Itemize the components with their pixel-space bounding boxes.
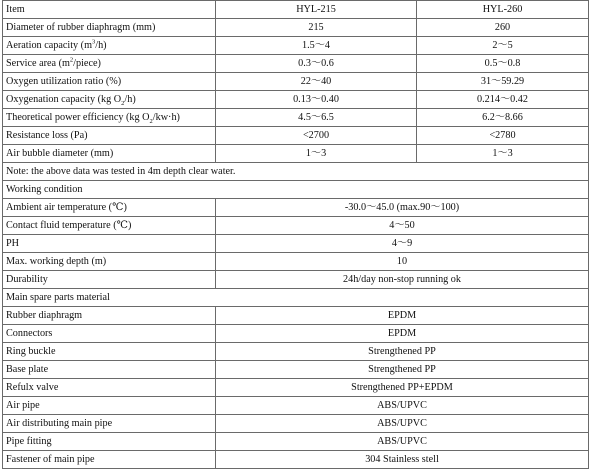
label-subscript: 2	[149, 118, 153, 126]
condition-value: 4～50	[216, 217, 589, 235]
material-row	[3, 433, 589, 451]
spec-value-a: 1.5～4	[216, 37, 417, 55]
header-model-a: HYL-215	[216, 1, 417, 19]
spec-row	[3, 145, 589, 163]
material-label: Base plate	[3, 361, 216, 379]
material-row	[3, 397, 589, 415]
label-text-end: /kw·h)	[152, 112, 180, 123]
material-value: EPDM	[216, 325, 589, 343]
spec-row	[3, 91, 589, 109]
label-superscript: 3	[92, 38, 96, 46]
material-label: Connectors	[3, 325, 216, 343]
header-model-b: HYL-260	[417, 1, 589, 19]
specs-label: Air bubble diameter (mm)	[3, 145, 216, 163]
specs-label: Resistance loss (Pa)	[3, 127, 216, 145]
label-text-end: /h)	[124, 94, 136, 105]
material-label: Fastener of main pipe	[3, 451, 216, 469]
spec-value-a: <2700	[216, 127, 417, 145]
spec-row	[3, 55, 589, 73]
spec-value-a: 0.3～0.6	[216, 55, 417, 73]
material-value: Strengthened PP	[216, 343, 589, 361]
top-edge	[2, 0, 588, 3]
material-value: Strengthened PP+EPDM	[216, 379, 589, 397]
spec-row	[3, 37, 589, 55]
section-row	[3, 289, 589, 307]
condition-row	[3, 253, 589, 271]
spec-value-a: 22～40	[216, 73, 417, 91]
material-value: 304 Stainless stell	[216, 451, 589, 469]
label-text: Oxygenation capacity (kg O	[6, 94, 122, 105]
test-note: Note: the above data was tested in 4m depth clear water.	[3, 163, 589, 181]
label-text: Aeration capacity (m	[6, 40, 92, 51]
spec-row	[3, 73, 589, 91]
label-superscript: 2	[69, 56, 74, 64]
specs-label	[3, 91, 216, 109]
condition-label: Contact fluid temperature (℃)	[3, 217, 216, 235]
spec-row	[3, 127, 589, 145]
material-value: EPDM	[216, 307, 589, 325]
condition-value: -30.0～45.0 (max.90～100)	[216, 199, 589, 217]
specs-label	[3, 55, 216, 73]
material-value: Strengthened PP	[216, 361, 589, 379]
section-row	[3, 181, 589, 199]
label-text: Theoretical power efficiency (kg O	[6, 112, 150, 123]
spec-row	[3, 19, 589, 37]
spec-value-b: 2～5	[417, 37, 589, 55]
label-subscript: 2	[121, 100, 125, 108]
spec-value-b: 0.214～0.42	[417, 91, 589, 109]
material-row	[3, 343, 589, 361]
material-label: Pipe fitting	[3, 433, 216, 451]
spec-value-a: 1～3	[216, 145, 417, 163]
condition-value: 10	[216, 253, 589, 271]
label-text-end: /piece)	[73, 58, 101, 69]
material-row	[3, 325, 589, 343]
condition-label: Max. working depth (m)	[3, 253, 216, 271]
condition-row	[3, 217, 589, 235]
spec-value-b: 260	[417, 19, 589, 37]
material-label: Air distributing main pipe	[3, 415, 216, 433]
note-row	[3, 163, 589, 181]
condition-label: Ambient air temperature (℃)	[3, 199, 216, 217]
material-value: ABS/UPVC	[216, 397, 589, 415]
spec-value-b: 0.5～0.8	[417, 55, 589, 73]
spec-value-b: 31～59.29	[417, 73, 589, 91]
condition-row	[3, 271, 589, 289]
condition-value: 4～9	[216, 235, 589, 253]
material-label: Air pipe	[3, 397, 216, 415]
working-condition-title: Working condition	[3, 181, 589, 199]
material-label: Refulx valve	[3, 379, 216, 397]
label-text: Service area (m	[6, 58, 70, 69]
spec-row	[3, 109, 589, 127]
condition-label: PH	[3, 235, 216, 253]
specs-label: Oxygen utilization ratio (%)	[3, 73, 216, 91]
material-row	[3, 307, 589, 325]
materials-title: Main spare parts material	[3, 289, 589, 307]
condition-row	[3, 235, 589, 253]
material-value: ABS/UPVC	[216, 433, 589, 451]
condition-label: Durability	[3, 271, 216, 289]
spec-sheet	[2, 0, 588, 469]
material-label: Rubber diaphragm	[3, 307, 216, 325]
spec-value-a: 4.5～6.5	[216, 109, 417, 127]
header-row	[3, 1, 589, 19]
specs-label	[3, 109, 216, 127]
material-row	[3, 415, 589, 433]
material-row	[3, 379, 589, 397]
spec-value-a: 0.13～0.40	[216, 91, 417, 109]
spec-value-a: 215	[216, 19, 417, 37]
material-label: Ring buckle	[3, 343, 216, 361]
material-value: ABS/UPVC	[216, 415, 589, 433]
specs-label: Diameter of rubber diaphragm (mm)	[3, 19, 216, 37]
condition-value: 24h/day non-stop running ok	[216, 271, 589, 289]
spec-value-b: 6.2～8.66	[417, 109, 589, 127]
material-row	[3, 451, 589, 469]
specs-label	[3, 37, 216, 55]
material-row	[3, 361, 589, 379]
condition-row	[3, 199, 589, 217]
spec-value-b: <2780	[417, 127, 589, 145]
header-item: Item	[3, 1, 216, 19]
label-text-end: /h)	[95, 40, 107, 51]
spec-table	[2, 0, 589, 469]
spec-value-b: 1～3	[417, 145, 589, 163]
